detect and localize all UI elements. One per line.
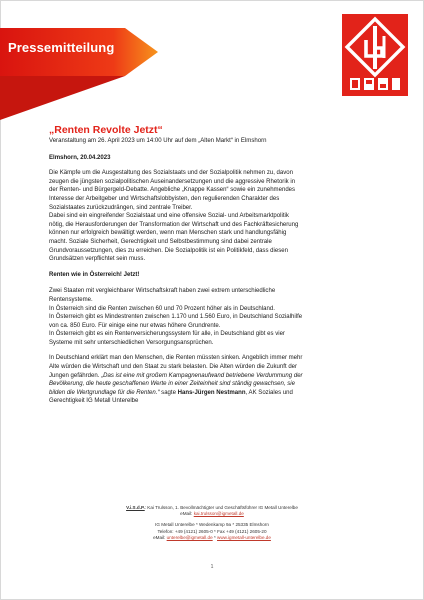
banner-shadow-shape bbox=[0, 76, 125, 120]
text-line: In Österreich gibt es Mindestrenten zwischen 1.170 und 1.560 Euro, in Deutschland Sozialhilfe bbox=[49, 314, 303, 321]
text-line: können nur erfolgreich bewältigt werden, wenn man Menschen stark und handlungsfähig bbox=[49, 230, 287, 237]
website-link[interactable]: www.igmetall-unterelbe.de bbox=[217, 534, 271, 540]
text-line: Dabei sind ein eingreifender Sozialstaat und eine offensive Sozial- und Arbeitsmarktpolitik bbox=[49, 213, 289, 220]
text-line: In Deutschland erklärt man den Menschen, die Renten müssten sinken. Angeblich immer mehr bbox=[49, 355, 303, 362]
article-body bbox=[49, 124, 379, 406]
section-heading: Renten wie in Österreich! Jetzt! bbox=[49, 271, 140, 278]
mail-label: eMail: bbox=[153, 534, 167, 540]
text-line: Alte würden die Wirtschaft und den Staat zu stark belasten. Die Alten würden die Zukunft der bbox=[49, 364, 298, 371]
separator: * bbox=[212, 534, 218, 540]
quote-text: „Das ist eine mit großem Kampagnenaufwand betriebene Verdummung der bbox=[101, 372, 303, 379]
logo-icon bbox=[342, 14, 408, 96]
contact-person: : Kai Trulsson, 1. Bevollmächtigter und Geschäftsführer IG Metall Unterelbe bbox=[144, 505, 298, 510]
text-line: Gerechtigkeit IG Metall Unterelbe bbox=[49, 398, 139, 405]
text-line: Systeme mit sehr unterschiedlichen Versorgungsansprüchen. bbox=[49, 339, 214, 346]
quote-text: bilden die Wertgrundlage für die Renten.“ bbox=[49, 389, 160, 396]
footer bbox=[100, 505, 324, 541]
visdp-label: V.i.S.d.P. bbox=[126, 505, 145, 510]
email-label: eMail: bbox=[180, 511, 194, 517]
text-line: Zwei Staaten mit vergleichbarer Wirtschaftskraft haben zwei extrem unterschiedliche bbox=[49, 288, 276, 295]
text-line: macht. Soziale Sicherheit, Gerechtigkeit und Selbstbestimmung sind dabei zentrale bbox=[49, 238, 272, 245]
closing-text: sagte bbox=[159, 389, 178, 396]
office-email-link[interactable]: unterelbe@igmetall.de bbox=[166, 534, 213, 540]
ig-metall-logo bbox=[342, 14, 408, 96]
text-line: Interesse der Arbeitgeber und Wirtschaftslobbyisten, den regulierenden Charakter des bbox=[49, 195, 280, 202]
text-line: Grundvoraussetzungen, dies zu erreichen. Die Sozialpolitik ist ein Politikfeld, dass diesen bbox=[49, 247, 288, 254]
footer-phone: Telefon: +49 (4121) 2605-0 * Fax +49 (4121) 2605-20 bbox=[157, 528, 267, 534]
contact-email-link[interactable]: kai.trulsson@igmetall.de bbox=[193, 511, 244, 517]
text-line: von ca. 850 Euro. Für einige eine nur etwas höhere Grundrente. bbox=[49, 322, 221, 329]
quote-text: Bevölkerung, die heute geschaffenen Werte in einer Zeiteinheit sind ständig gewachsen, sie bbox=[49, 381, 295, 388]
speaker-role: , AK Soziales und bbox=[245, 389, 293, 396]
closing-text: Jungen gefährden. bbox=[49, 372, 102, 379]
text-line: zeugen die jüngsten sozialpolitischen Auseinandersetzungen und die aggressive Rhetorik in bbox=[49, 178, 296, 185]
text-line: Die Kämpfe um die Ausgestaltung des Sozialstaats und der Sozialpolitik nehmen zu, davon bbox=[49, 170, 294, 177]
footer-web-line bbox=[100, 535, 324, 541]
speaker-name: Hans-Jürgen Nestmann bbox=[177, 389, 246, 396]
footer-address: IG Metall Unterelbe * Wedenkamp 9a * 25335 Elmshorn bbox=[155, 522, 269, 528]
article-title: „Renten Revolte Jetzt“ bbox=[49, 124, 163, 136]
article-subtitle: Veranstaltung am 26. April 2023 um 14:00 Uhr auf dem „Alten Markt“ in Elmshorn bbox=[49, 138, 267, 144]
page-number: 1 bbox=[210, 564, 214, 570]
press-release-label: Pressemitteilung bbox=[8, 40, 115, 55]
text-line: In Österreich gibt es ein Rentenversicherungssystem für alle, in Deutschland gibt es vier bbox=[49, 331, 285, 338]
text-line bbox=[49, 372, 379, 381]
text-line: Sozialstaates zurückzudrängen, sind zentrale Treiber. bbox=[49, 204, 193, 211]
comparison-paragraph bbox=[49, 287, 379, 347]
text-line bbox=[49, 389, 379, 398]
text-line: der Renten- und Bürgergeld-Debatte. Angebliche „Knappe Kassen“ sowie ein zunehmendes bbox=[49, 187, 296, 194]
dateline: Elmshorn, 20.04.2023 bbox=[49, 154, 111, 161]
text-line: Grundsätzen verpflichtet sein muss. bbox=[49, 256, 146, 263]
text-line: nötig, die Herausforderungen der Transformation der Wirtschaft und des Fachkräftesicherung bbox=[49, 221, 299, 228]
text-line: Rentensysteme. bbox=[49, 296, 93, 303]
text-line: In Österreich sind die Renten zwischen 60 und 70 Prozent höher als in Deutschland. bbox=[49, 305, 275, 312]
closing-paragraph bbox=[49, 354, 379, 406]
intro-paragraph bbox=[49, 169, 379, 264]
